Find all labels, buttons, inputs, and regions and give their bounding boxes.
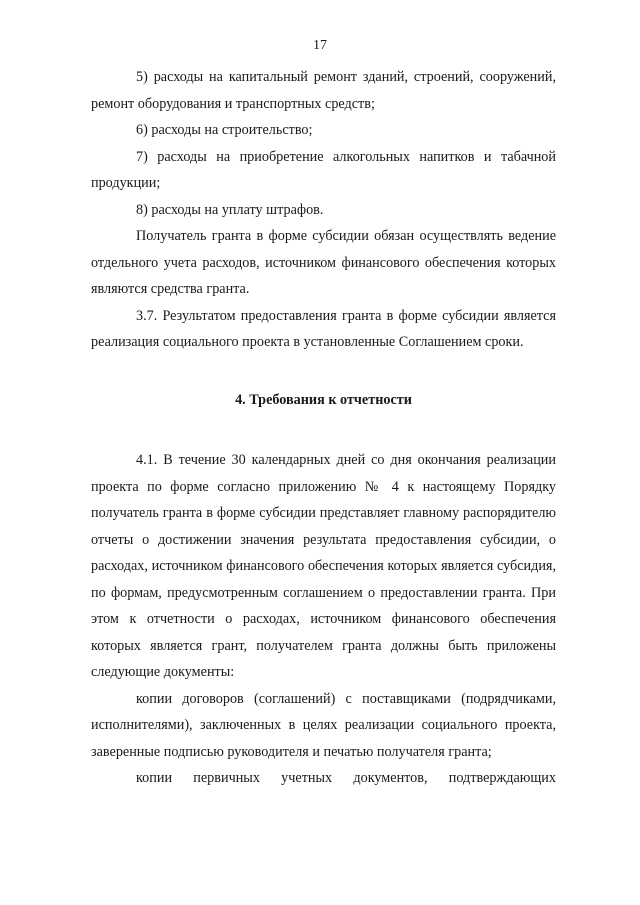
paragraph-separate-accounting: Получатель гранта в форме субсидии обязан осуществлять ведение отдельного учета расходов, источником финансового обеспечения которых являются средства гранта. — [91, 228, 556, 297]
document-body — [91, 64, 556, 792]
paragraph-3-7: 3.7. Результатом предоставления гранта в форме субсидии является реализация социального проекта в установленные Соглашением сроки. — [91, 307, 556, 350]
paragraph-item-8: 8) расходы на уплату штрафов. — [136, 201, 324, 218]
paragraph-primary-documents: копии первичных учетных документов, подтверждающих — [136, 770, 556, 786]
page-number: 17 — [313, 38, 327, 53]
paragraph-item-7: 7) расходы на приобретение алкогольных напитков и табачной продукции; — [91, 148, 556, 191]
paragraph-item-5: 5) расходы на капитальный ремонт зданий, строений, сооружений, ремонт оборудования и транспортных средств; — [91, 69, 556, 112]
section-heading: 4. Требования к отчетности — [235, 391, 412, 408]
paragraph-contract-copies: копии договоров (соглашений) с поставщиками (подрядчиками, исполнителями), заключенных в целях реализации социального проекта, заверенные подписью руководителя и печатью получателя гранта; — [91, 690, 556, 760]
paragraph-item-6: 6) расходы на строительство; — [136, 122, 313, 138]
paragraph-4-1: 4.1. В течение 30 календарных дней со дня окончания реализации проекта по форме согласно приложению № 4 к настоящему Порядку получатель гранта в форме субсидии представляет главному распорядителю отчеты о достижении значения результата предоставления субсидии, о расходах, источником финансового обеспечения которых является субсидия, по формам, предусмотренным соглашением о предоставлении гранта. При этом к отчетности о расходах, источником финансового обеспечения которых является грант, получателем гранта должны быть приложены следующие документы: — [91, 452, 556, 680]
